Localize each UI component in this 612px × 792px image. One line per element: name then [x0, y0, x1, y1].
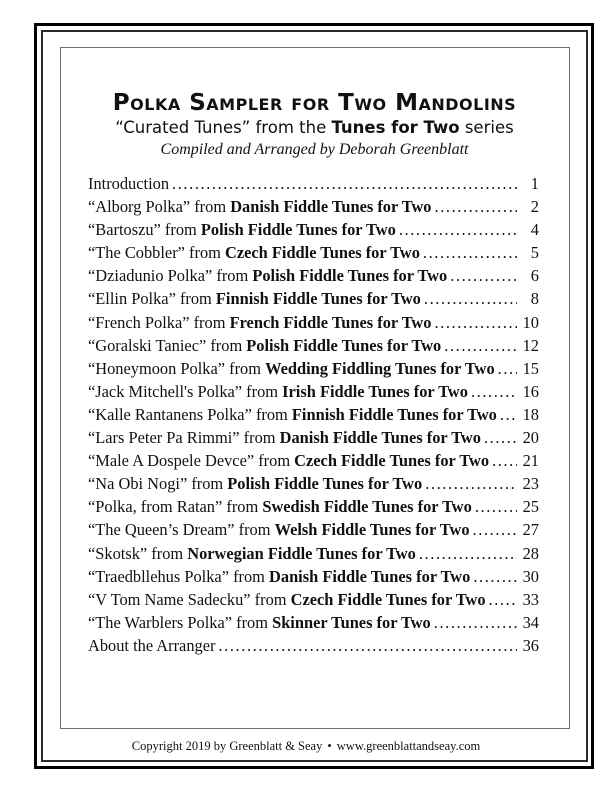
- toc-entry: [88, 357, 539, 380]
- toc-entry-book: Czech Fiddle Tunes for Two: [290, 589, 486, 609]
- toc-entry: [88, 334, 539, 357]
- toc-page-number: 12: [522, 335, 539, 355]
- website-text: www.greenblattandseay.com: [336, 739, 481, 753]
- toc-entry: [88, 195, 539, 218]
- toc-page-number: 10: [522, 312, 539, 332]
- dot-leader: [434, 311, 517, 334]
- toc-entry: [88, 588, 539, 611]
- dot-leader: [450, 264, 517, 287]
- toc-page-number: 5: [530, 243, 539, 263]
- toc-entry-book: Skinner Tunes for Two: [272, 612, 431, 632]
- toc-page-number: 21: [522, 451, 539, 471]
- toc-entry-title: “The Warblers Polka” from: [88, 612, 273, 632]
- dot-leader: [475, 495, 517, 518]
- toc-entry: [88, 241, 539, 264]
- toc-entry: [88, 542, 539, 565]
- toc-entry-title: “Polka, from Ratan” from: [88, 497, 263, 517]
- toc-entry: [88, 565, 539, 588]
- dot-leader: [471, 380, 517, 403]
- toc-entry-book: Swedish Fiddle Tunes for Two: [262, 497, 472, 517]
- dot-leader: [489, 588, 517, 611]
- toc-entry-title: “French Polka” from: [88, 312, 230, 332]
- toc-entry-title: “Na Obi Nogi” from: [88, 474, 228, 494]
- toc-entry-title: “Bartoszu” from: [88, 220, 201, 240]
- toc-entry-book: Danish Fiddle Tunes for Two: [230, 197, 432, 217]
- toc-entry: [88, 518, 539, 541]
- toc-entry: [88, 264, 539, 287]
- dot-leader: [172, 172, 517, 195]
- dot-leader: [419, 542, 517, 565]
- toc-entry: [88, 403, 539, 426]
- toc-page-number: 30: [522, 566, 539, 586]
- content-area: [61, 48, 568, 657]
- dot-leader: [498, 357, 517, 380]
- toc-page-number: 18: [522, 404, 539, 424]
- toc-entry: [88, 426, 539, 449]
- toc-entry-title: “Goralski Taniec” from: [88, 335, 247, 355]
- dot-leader: [492, 449, 517, 472]
- toc-entry: [88, 495, 539, 518]
- book-title: Polka Sampler for Two Mandolins: [112, 90, 517, 116]
- dot-leader: [218, 634, 517, 657]
- toc-entry: [88, 218, 539, 241]
- toc-entry-title: “V Tom Name Sadecku” from: [88, 589, 291, 609]
- dot-leader: [399, 218, 517, 241]
- toc-entry-title: “Jack Mitchell's Polka” from: [88, 381, 283, 401]
- toc-entry-book: Irish Fiddle Tunes for Two: [282, 381, 468, 401]
- toc-entry-book: Norwegian Fiddle Tunes for Two: [187, 543, 416, 563]
- toc-entry-title: “Dziadunio Polka” from: [88, 266, 253, 286]
- toc-entry-book: Polish Fiddle Tunes for Two: [200, 220, 396, 240]
- subtitle-suffix: series: [459, 118, 514, 137]
- toc-entry-title: Introduction: [88, 174, 170, 193]
- toc-entry-title: “Alborg Polka” from: [88, 197, 231, 217]
- toc-page-number: 34: [522, 612, 539, 632]
- dot-leader: [435, 195, 518, 218]
- toc-entry-title: About the Arranger: [88, 635, 216, 655]
- toc-entry-book: Danish Fiddle Tunes for Two: [269, 566, 471, 586]
- toc-entry-title: “The Queen’s Dream” from: [88, 520, 275, 540]
- byline: Compiled and Arranged by Deborah Greenblatt: [160, 141, 469, 158]
- toc-entry-title: “Male A Dospele Devce” from: [88, 451, 295, 471]
- subtitle-series-name: Tunes for Two: [331, 118, 460, 137]
- toc-entry-title: “Kalle Rantanens Polka” from: [88, 404, 292, 424]
- dot-leader: [425, 472, 517, 495]
- toc-entry-book: Polish Fiddle Tunes for Two: [252, 266, 448, 286]
- table-of-contents: [88, 172, 539, 657]
- bullet-separator: •: [327, 739, 332, 753]
- toc-entry-title: “Honeymoon Polka” from: [88, 358, 266, 378]
- dot-leader: [434, 611, 517, 634]
- copyright-text: Copyright 2019 by Greenblatt & Seay: [131, 739, 323, 753]
- toc-entry: [88, 611, 539, 634]
- toc-entry-book: Czech Fiddle Tunes for Two: [294, 451, 490, 471]
- toc-page-number: 2: [530, 197, 539, 217]
- toc-entry-book: Welsh Fiddle Tunes for Two: [274, 520, 470, 540]
- dot-leader: [473, 565, 517, 588]
- dot-leader: [423, 241, 517, 264]
- toc-entry: [88, 287, 539, 310]
- toc-entry-book: Polish Fiddle Tunes for Two: [227, 474, 423, 494]
- dot-leader: [444, 334, 517, 357]
- dot-leader: [473, 518, 517, 541]
- toc-entry: [88, 380, 539, 403]
- toc-entry: [88, 172, 539, 195]
- toc-page-number: 20: [522, 428, 539, 448]
- toc-entry-book: Finnish Fiddle Tunes for Two: [215, 289, 421, 309]
- toc-entry: [88, 472, 539, 495]
- toc-entry-title: “Ellin Polka” from: [88, 289, 216, 309]
- toc-page-number: 33: [522, 589, 539, 609]
- toc-page-number: 23: [522, 474, 539, 494]
- toc-entry: [88, 449, 539, 472]
- toc-entry-title: “The Cobbler” from: [88, 243, 225, 263]
- toc-entry: [88, 311, 539, 334]
- toc-page-number: 16: [522, 381, 539, 401]
- toc-entry: [88, 634, 539, 657]
- toc-entry-book: Danish Fiddle Tunes for Two: [279, 428, 481, 448]
- toc-page-number: 8: [530, 289, 539, 309]
- toc-entry-book: Wedding Fiddling Tunes for Two: [265, 358, 495, 378]
- toc-page-number: 6: [530, 266, 539, 286]
- dot-leader: [484, 426, 517, 449]
- toc-page-number: 36: [522, 635, 539, 655]
- toc-entry-book: French Fiddle Tunes for Two: [229, 312, 432, 332]
- toc-entry-book: Polish Fiddle Tunes for Two: [246, 335, 442, 355]
- toc-entry-title: “Traedbllehus Polka” from: [88, 566, 270, 586]
- toc-entry-book: Finnish Fiddle Tunes for Two: [291, 404, 497, 424]
- toc-page-number: 25: [522, 497, 539, 517]
- toc-page-number: 1: [530, 174, 539, 193]
- toc-entry-title: “Skotsk” from: [88, 543, 188, 563]
- dot-leader: [424, 287, 517, 310]
- toc-page-number: 15: [522, 358, 539, 378]
- book-subtitle: [61, 118, 568, 137]
- toc-entry-title: “Lars Peter Pa Rimmi” from: [88, 428, 280, 448]
- subtitle-prefix: “Curated Tunes” from the: [115, 118, 332, 137]
- toc-entry-book: Czech Fiddle Tunes for Two: [225, 243, 420, 263]
- toc-page-number: 28: [522, 543, 539, 563]
- toc-page-number: 27: [522, 520, 539, 540]
- toc-page-number: 4: [530, 220, 539, 240]
- footer: [0, 739, 612, 754]
- dot-leader: [500, 403, 517, 426]
